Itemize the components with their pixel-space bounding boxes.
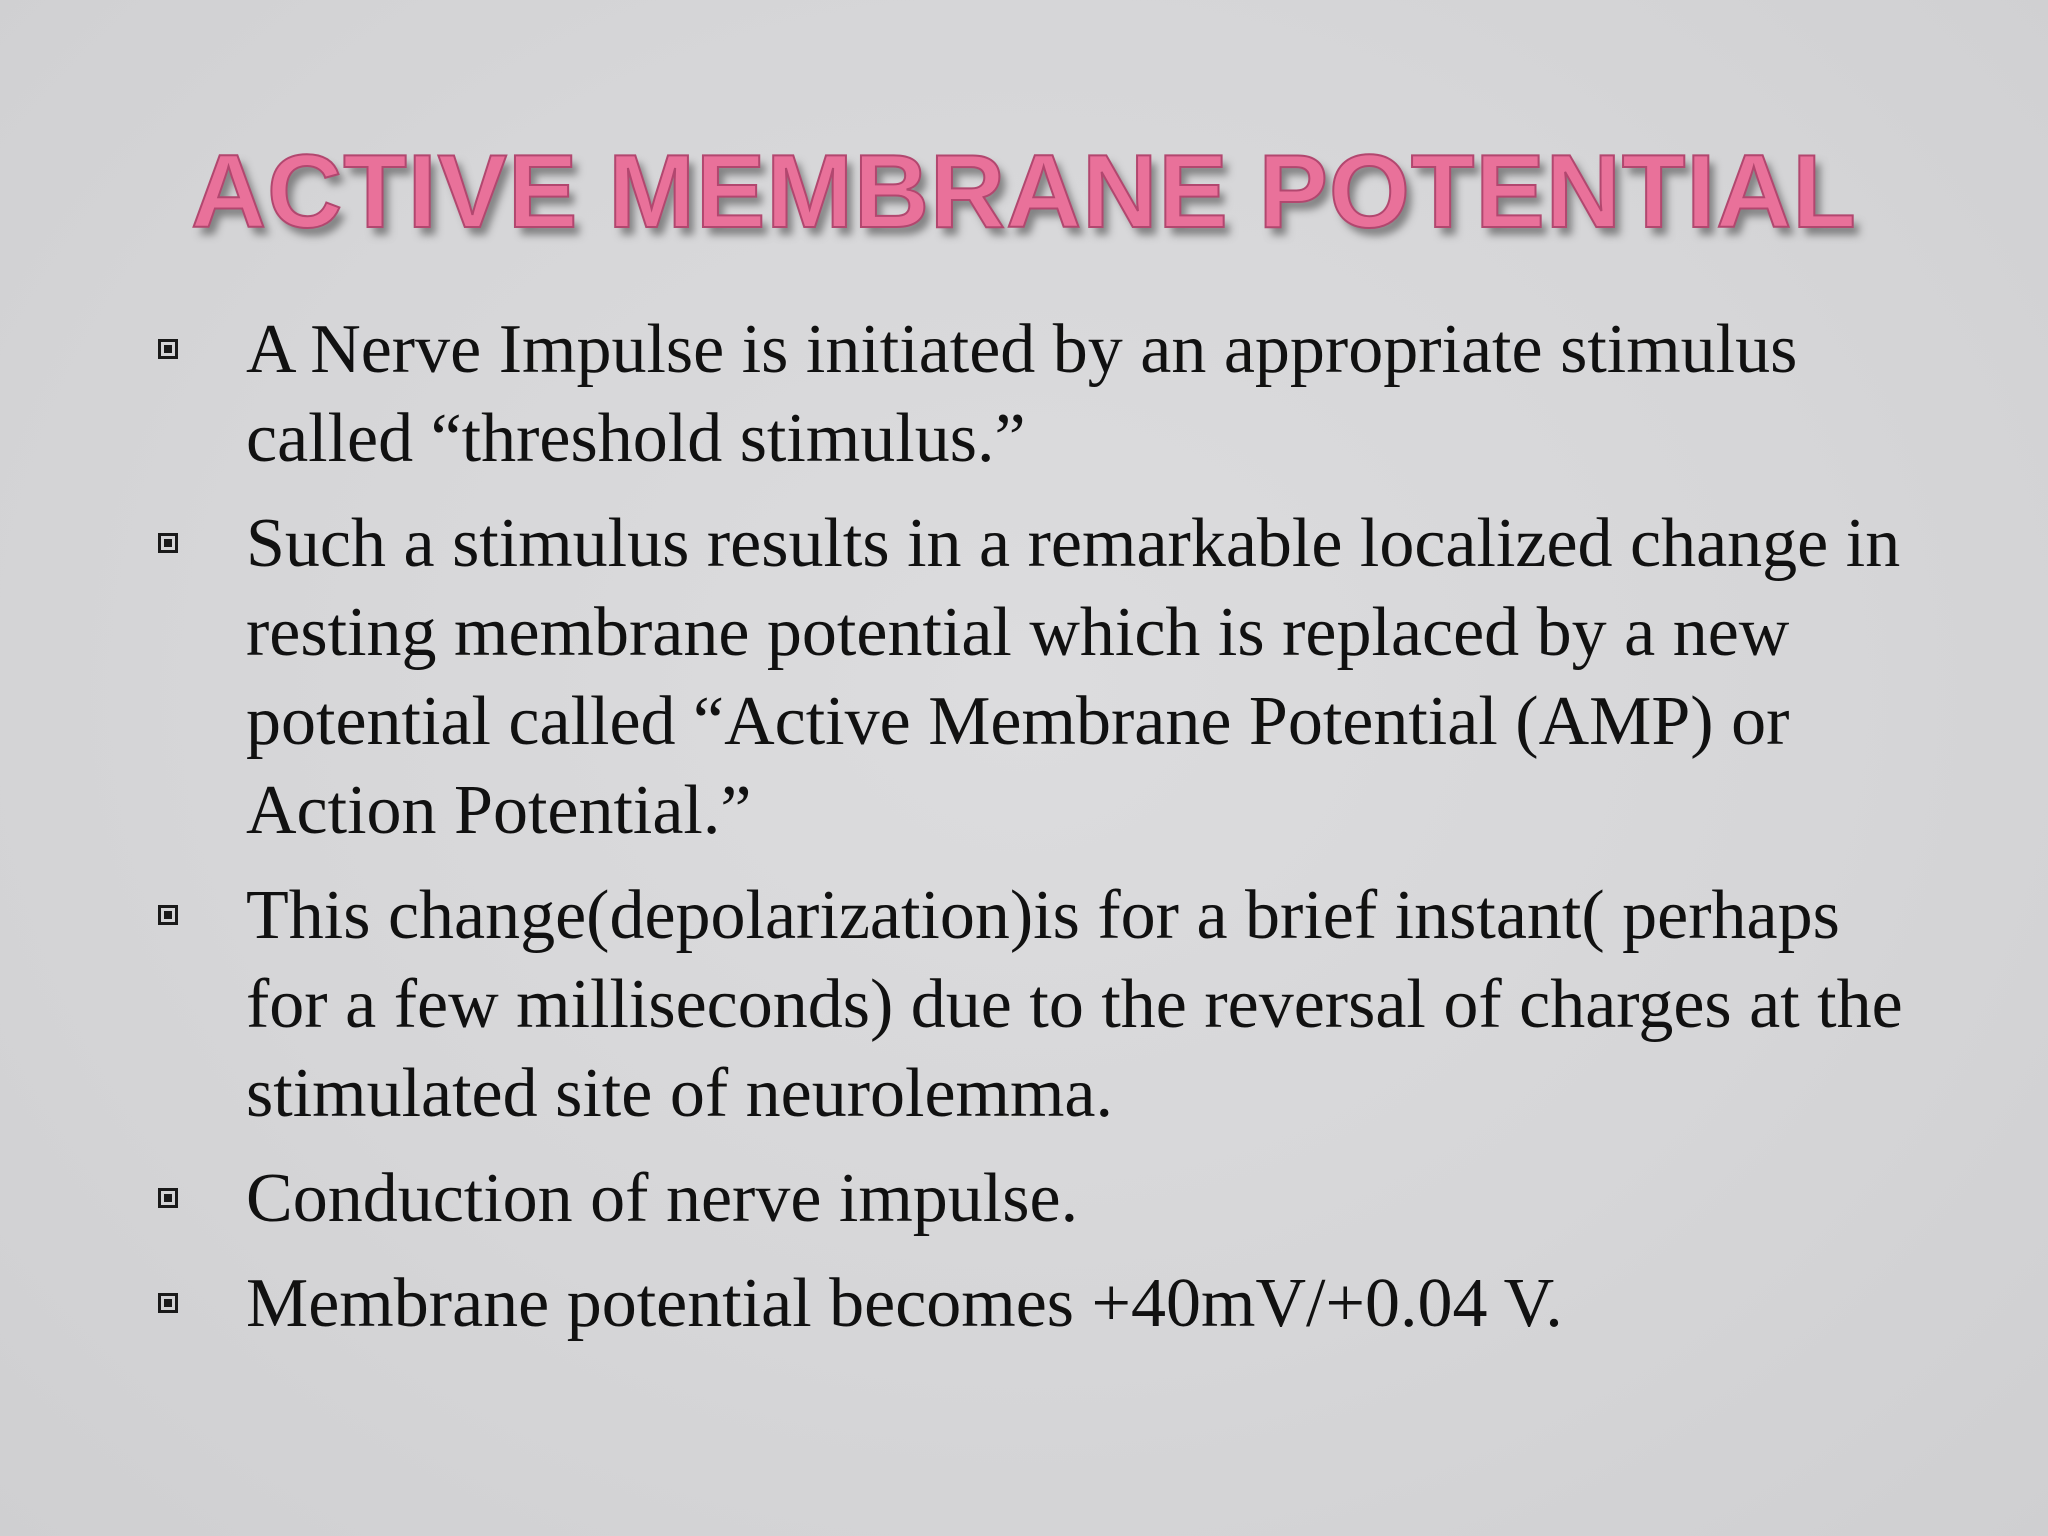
bullet-text: Membrane potential becomes +40mV/+0.04 V. bbox=[246, 1265, 1563, 1342]
bullet-text: Such a stimulus results in a remarkable localized change in resting membrane potential which is replaced by a new potential called “Active Membrane Potential (AMP) or Action Potential.” bbox=[246, 505, 1901, 849]
bullet-item bbox=[150, 499, 1910, 855]
bullet-item bbox=[150, 1154, 1910, 1243]
square-bullet-icon bbox=[158, 1188, 178, 1208]
bullet-text: Conduction of nerve impulse. bbox=[246, 1160, 1079, 1237]
square-bullet-icon bbox=[158, 905, 178, 925]
bullet-item bbox=[150, 871, 1910, 1138]
square-bullet-icon bbox=[158, 339, 178, 359]
square-bullet-icon bbox=[158, 1293, 178, 1313]
bullet-text: This change(depolarization)is for a brief instant( perhaps for a few milliseconds) due to the reversal of charges at the stimulated site of neurolemma. bbox=[246, 877, 1903, 1132]
bullet-item bbox=[150, 1259, 1910, 1348]
bullet-list bbox=[150, 305, 1910, 1364]
slide-title: ACTIVE MEMBRANE POTENTIAL bbox=[191, 134, 1857, 250]
square-bullet-icon bbox=[158, 533, 178, 553]
bullet-text: A Nerve Impulse is initiated by an appropriate stimulus called “threshold stimulus.” bbox=[246, 311, 1798, 477]
bullet-item bbox=[150, 305, 1910, 483]
